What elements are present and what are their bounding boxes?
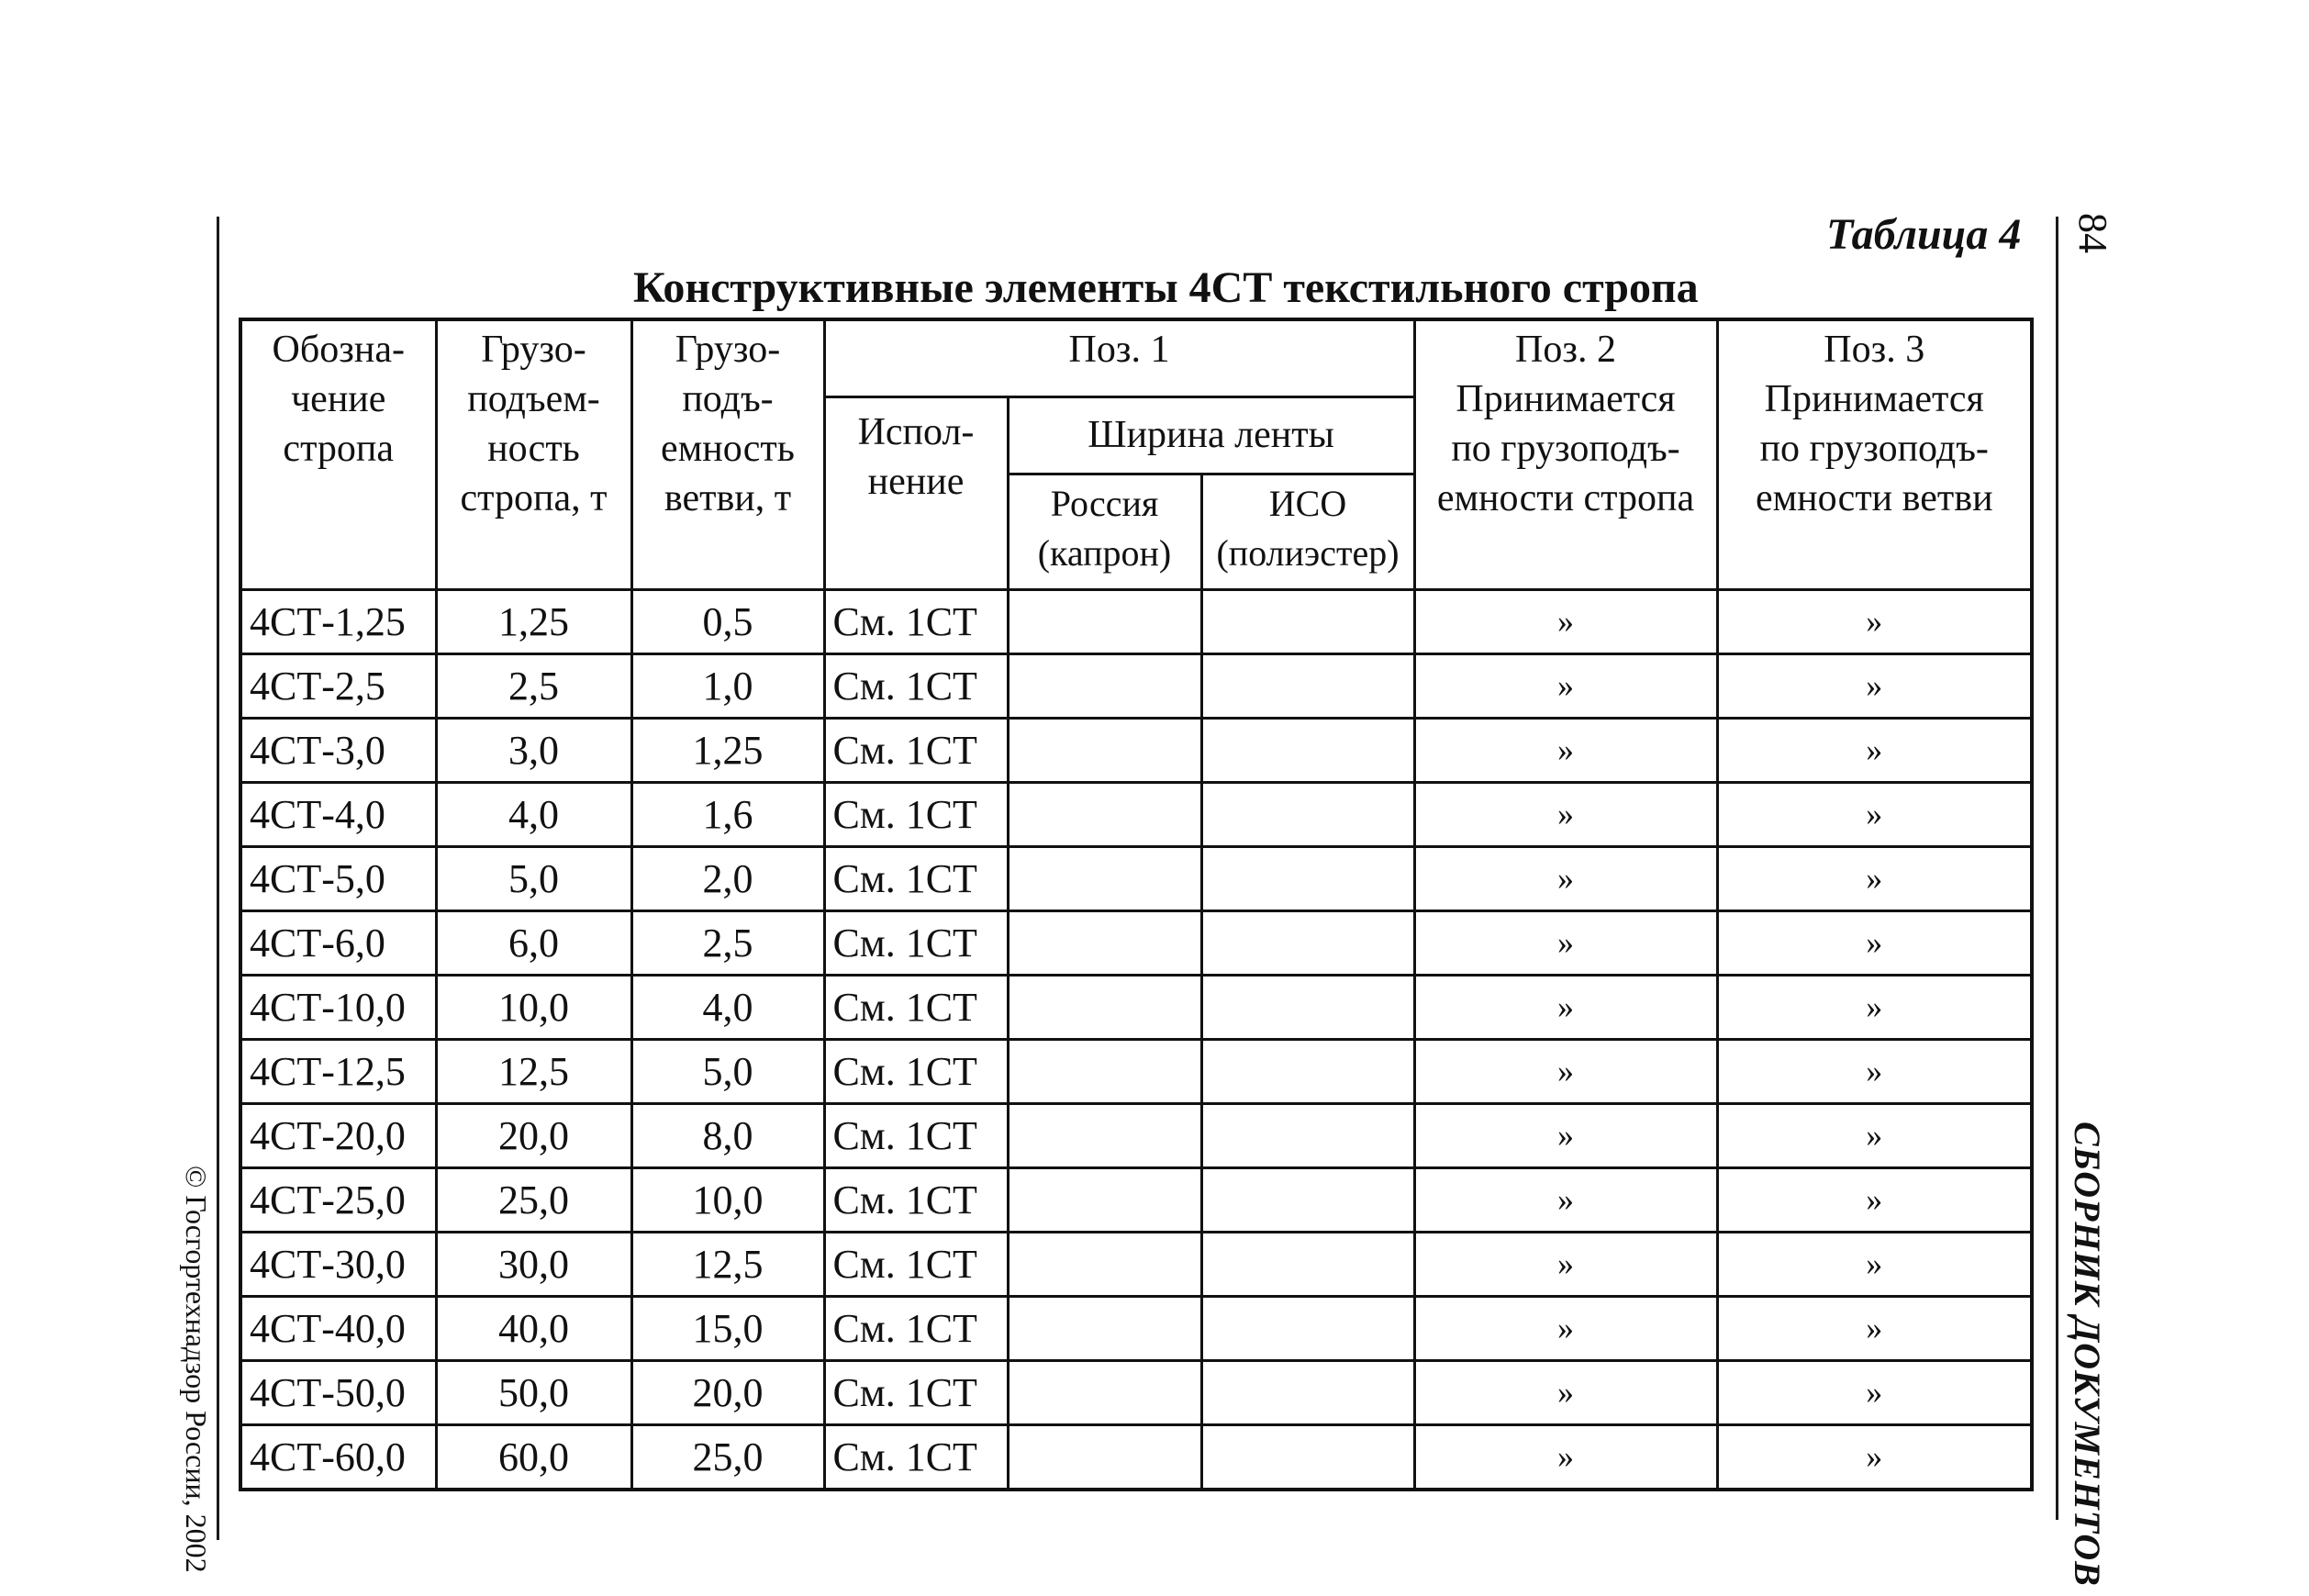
cell-designation: 4СТ-12,5 bbox=[240, 1039, 436, 1103]
table-label: Таблица 4 bbox=[1826, 210, 2022, 259]
cell-pos3: » bbox=[1717, 782, 2032, 846]
header-iso: ИСО (полиэстер) bbox=[1201, 474, 1414, 589]
cell-pos2: » bbox=[1414, 653, 1717, 718]
table-row bbox=[240, 1296, 2032, 1360]
cell-pos3: » bbox=[1717, 1039, 2032, 1103]
cell-capacity-sling: 3,0 bbox=[436, 718, 631, 782]
cell-capacity-sling: 30,0 bbox=[436, 1232, 631, 1296]
cell-capacity-sling: 40,0 bbox=[436, 1296, 631, 1360]
cell-tape-russia bbox=[1008, 1424, 1201, 1490]
table-row bbox=[240, 975, 2032, 1039]
slings-table bbox=[239, 318, 2034, 1491]
cell-pos2: » bbox=[1414, 1360, 1717, 1424]
cell-tape-russia bbox=[1008, 653, 1201, 718]
cell-pos2: » bbox=[1414, 1232, 1717, 1296]
cell-pos2: » bbox=[1414, 910, 1717, 975]
cell-designation: 4СТ-25,0 bbox=[240, 1167, 436, 1232]
cell-capacity-branch: 1,25 bbox=[631, 718, 824, 782]
cell-execution: См. 1СТ bbox=[824, 975, 1008, 1039]
cell-tape-iso bbox=[1201, 1360, 1414, 1424]
cell-capacity-branch: 20,0 bbox=[631, 1360, 824, 1424]
table-row bbox=[240, 1424, 2032, 1490]
cell-capacity-branch: 4,0 bbox=[631, 975, 824, 1039]
cell-capacity-branch: 8,0 bbox=[631, 1103, 824, 1167]
cell-tape-iso bbox=[1201, 1103, 1414, 1167]
cell-tape-russia bbox=[1008, 1232, 1201, 1296]
cell-designation: 4СТ-5,0 bbox=[240, 846, 436, 910]
cell-capacity-sling: 60,0 bbox=[436, 1424, 631, 1490]
header-execution: Испол- нение bbox=[824, 396, 1008, 589]
cell-execution: См. 1СТ bbox=[824, 589, 1008, 653]
cell-capacity-sling: 50,0 bbox=[436, 1360, 631, 1424]
cell-pos3: » bbox=[1717, 910, 2032, 975]
cell-pos3: » bbox=[1717, 1360, 2032, 1424]
table-row bbox=[240, 653, 2032, 718]
cell-execution: См. 1СТ bbox=[824, 846, 1008, 910]
cell-pos2: » bbox=[1414, 782, 1717, 846]
cell-designation: 4СТ-3,0 bbox=[240, 718, 436, 782]
cell-execution: См. 1СТ bbox=[824, 653, 1008, 718]
cell-tape-iso bbox=[1201, 1232, 1414, 1296]
cell-pos3: » bbox=[1717, 846, 2032, 910]
cell-tape-iso bbox=[1201, 1167, 1414, 1232]
cell-capacity-branch: 15,0 bbox=[631, 1296, 824, 1360]
table-row bbox=[240, 846, 2032, 910]
cell-pos2: » bbox=[1414, 1039, 1717, 1103]
cell-capacity-sling: 10,0 bbox=[436, 975, 631, 1039]
cell-capacity-sling: 5,0 bbox=[436, 846, 631, 910]
cell-pos2: » bbox=[1414, 589, 1717, 653]
header-capacity-branch: Грузо- подъ- емность ветви, т bbox=[631, 319, 824, 589]
cell-execution: См. 1СТ bbox=[824, 1232, 1008, 1296]
cell-tape-iso bbox=[1201, 653, 1414, 718]
page-number: 84 bbox=[2070, 213, 2115, 253]
cell-tape-iso bbox=[1201, 910, 1414, 975]
table-row bbox=[240, 1103, 2032, 1167]
cell-designation: 4СТ-60,0 bbox=[240, 1424, 436, 1490]
cell-tape-russia bbox=[1008, 1360, 1201, 1424]
cell-pos2: » bbox=[1414, 846, 1717, 910]
cell-pos3: » bbox=[1717, 653, 2032, 718]
cell-pos3: » bbox=[1717, 975, 2032, 1039]
cell-tape-russia bbox=[1008, 846, 1201, 910]
header-pos3: Поз. 3 Принимается по грузоподъ- емности ветви bbox=[1717, 319, 2032, 589]
header-tape-width: Ширина ленты bbox=[1008, 396, 1414, 474]
cell-execution: См. 1СТ bbox=[824, 1103, 1008, 1167]
cell-designation: 4СТ-10,0 bbox=[240, 975, 436, 1039]
cell-capacity-branch: 1,0 bbox=[631, 653, 824, 718]
table-row bbox=[240, 1360, 2032, 1424]
cell-tape-russia bbox=[1008, 975, 1201, 1039]
cell-capacity-branch: 5,0 bbox=[631, 1039, 824, 1103]
cell-capacity-sling: 4,0 bbox=[436, 782, 631, 846]
cell-designation: 4СТ-50,0 bbox=[240, 1360, 436, 1424]
cell-execution: См. 1СТ bbox=[824, 1424, 1008, 1490]
cell-execution: См. 1СТ bbox=[824, 718, 1008, 782]
cell-capacity-branch: 2,5 bbox=[631, 910, 824, 975]
cell-pos2: » bbox=[1414, 975, 1717, 1039]
cell-designation: 4СТ-1,25 bbox=[240, 589, 436, 653]
cell-capacity-sling: 6,0 bbox=[436, 910, 631, 975]
table-row bbox=[240, 782, 2032, 846]
cell-tape-iso bbox=[1201, 589, 1414, 653]
cell-pos2: » bbox=[1414, 1103, 1717, 1167]
cell-capacity-sling: 1,25 bbox=[436, 589, 631, 653]
cell-capacity-branch: 12,5 bbox=[631, 1232, 824, 1296]
cell-pos3: » bbox=[1717, 1296, 2032, 1360]
cell-tape-russia bbox=[1008, 718, 1201, 782]
cell-pos3: » bbox=[1717, 589, 2032, 653]
header-capacity-sling: Грузо- подъем- ность стропа, т bbox=[436, 319, 631, 589]
cell-tape-iso bbox=[1201, 782, 1414, 846]
cell-pos3: » bbox=[1717, 1103, 2032, 1167]
header-pos1: Поз. 1 bbox=[824, 319, 1414, 396]
table-row bbox=[240, 1167, 2032, 1232]
cell-designation: 4СТ-6,0 bbox=[240, 910, 436, 975]
cell-pos2: » bbox=[1414, 1296, 1717, 1360]
cell-tape-russia bbox=[1008, 910, 1201, 975]
page-border-right bbox=[2056, 217, 2058, 1520]
header-russia: Россия (капрон) bbox=[1008, 474, 1201, 589]
cell-execution: См. 1СТ bbox=[824, 1360, 1008, 1424]
cell-capacity-sling: 12,5 bbox=[436, 1039, 631, 1103]
table-row bbox=[240, 1039, 2032, 1103]
cell-capacity-branch: 10,0 bbox=[631, 1167, 824, 1232]
cell-designation: 4СТ-40,0 bbox=[240, 1296, 436, 1360]
table-row bbox=[240, 1232, 2032, 1296]
page-border-left bbox=[217, 217, 219, 1540]
cell-tape-iso bbox=[1201, 718, 1414, 782]
table-body bbox=[240, 589, 2032, 1490]
cell-capacity-branch: 2,0 bbox=[631, 846, 824, 910]
cell-pos2: » bbox=[1414, 1424, 1717, 1490]
cell-tape-russia bbox=[1008, 1296, 1201, 1360]
cell-execution: См. 1СТ bbox=[824, 1167, 1008, 1232]
cell-capacity-branch: 1,6 bbox=[631, 782, 824, 846]
series-title: СБОРНИК ДОКУМЕНТОВ bbox=[2067, 1122, 2108, 1587]
cell-designation: 4СТ-30,0 bbox=[240, 1232, 436, 1296]
table-row bbox=[240, 718, 2032, 782]
cell-tape-russia bbox=[1008, 1103, 1201, 1167]
cell-capacity-branch: 25,0 bbox=[631, 1424, 824, 1490]
cell-execution: См. 1СТ bbox=[824, 1296, 1008, 1360]
cell-tape-iso bbox=[1201, 846, 1414, 910]
copyright-notice: © Госгортехнадзор России, 2002 bbox=[180, 1166, 213, 1573]
cell-pos3: » bbox=[1717, 718, 2032, 782]
cell-tape-russia bbox=[1008, 1039, 1201, 1103]
cell-tape-iso bbox=[1201, 1039, 1414, 1103]
table-row bbox=[240, 910, 2032, 975]
cell-tape-russia bbox=[1008, 1167, 1201, 1232]
cell-designation: 4СТ-20,0 bbox=[240, 1103, 436, 1167]
header-designation: Обозна- чение стропа bbox=[240, 319, 436, 589]
cell-tape-iso bbox=[1201, 1296, 1414, 1360]
cell-capacity-sling: 25,0 bbox=[436, 1167, 631, 1232]
cell-capacity-sling: 2,5 bbox=[436, 653, 631, 718]
cell-tape-iso bbox=[1201, 1424, 1414, 1490]
cell-pos3: » bbox=[1717, 1424, 2032, 1490]
cell-tape-russia bbox=[1008, 782, 1201, 846]
table-title: Конструктивные элементы 4СТ текстильного стропа bbox=[633, 263, 1699, 312]
cell-execution: См. 1СТ bbox=[824, 910, 1008, 975]
cell-execution: См. 1СТ bbox=[824, 1039, 1008, 1103]
cell-designation: 4СТ-4,0 bbox=[240, 782, 436, 846]
header-pos2: Поз. 2 Принимается по грузоподъ- емности стропа bbox=[1414, 319, 1717, 589]
cell-pos3: » bbox=[1717, 1232, 2032, 1296]
cell-pos2: » bbox=[1414, 718, 1717, 782]
cell-pos2: » bbox=[1414, 1167, 1717, 1232]
cell-capacity-branch: 0,5 bbox=[631, 589, 824, 653]
cell-execution: См. 1СТ bbox=[824, 782, 1008, 846]
cell-designation: 4СТ-2,5 bbox=[240, 653, 436, 718]
cell-pos3: » bbox=[1717, 1167, 2032, 1232]
cell-tape-iso bbox=[1201, 975, 1414, 1039]
cell-tape-russia bbox=[1008, 589, 1201, 653]
cell-capacity-sling: 20,0 bbox=[436, 1103, 631, 1167]
table-row bbox=[240, 589, 2032, 653]
